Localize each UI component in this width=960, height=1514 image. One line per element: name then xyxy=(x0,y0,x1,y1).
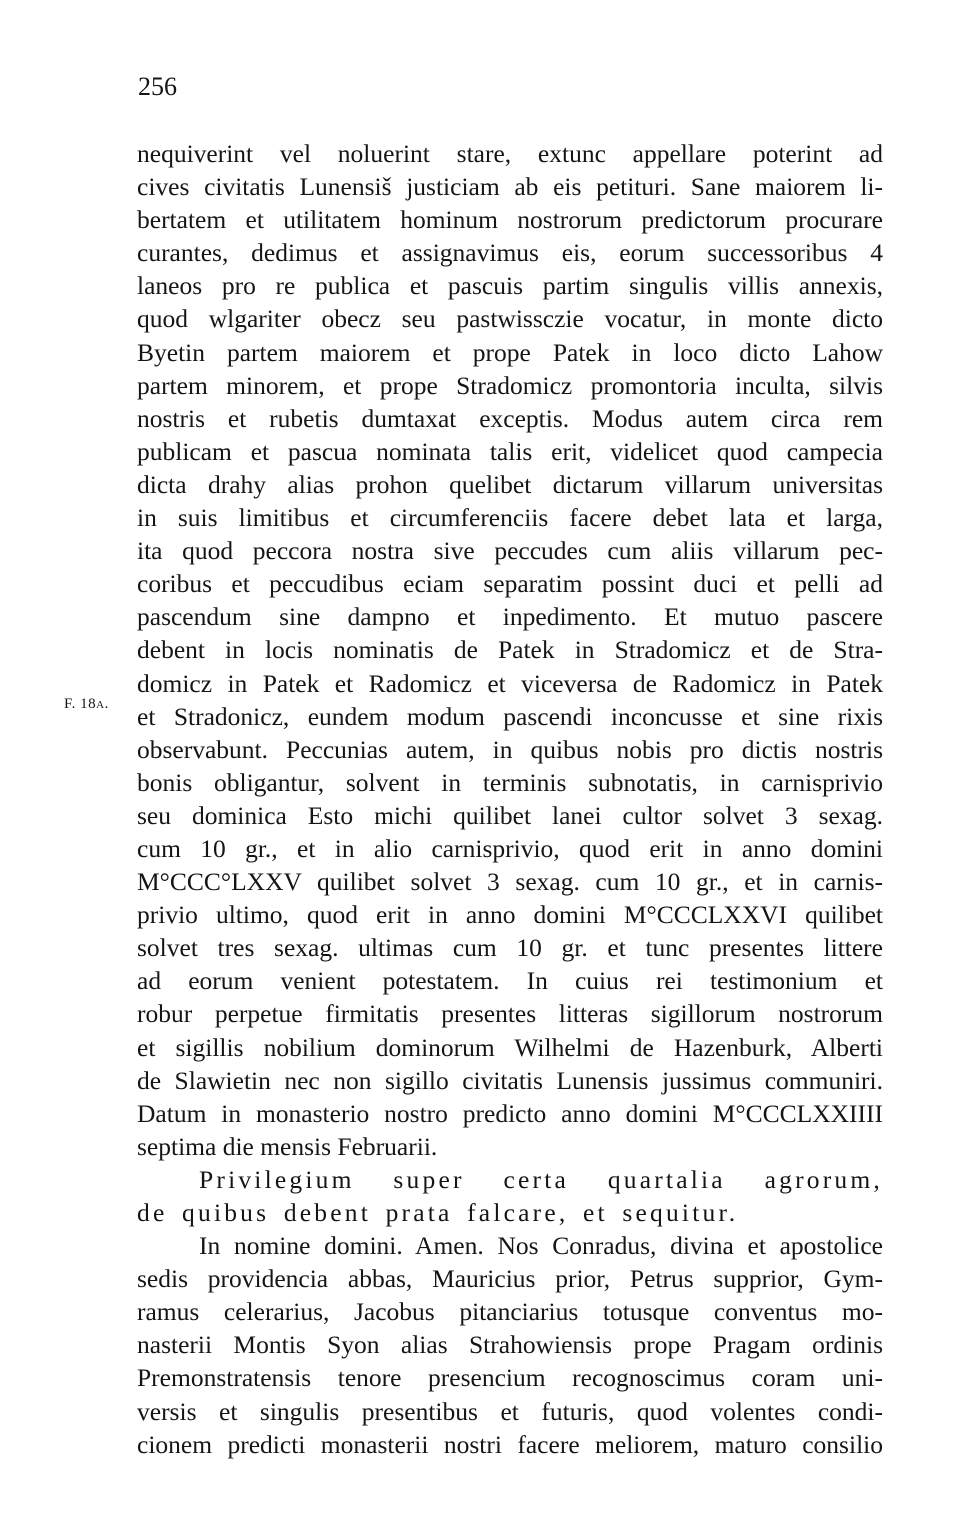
text-line: bonis obligantur, solvent in terminis subnotatis, in carnisprivio xyxy=(137,767,883,797)
text-line: ita quod peccora nostra sive peccudes cum aliis villarum pec- xyxy=(137,536,883,566)
text-line: de Slawietin nec non sigillo civitatis Lunensis jussimus communiri. xyxy=(137,1065,883,1095)
section-heading-line: de quibus debent prata falcare, et sequitur. xyxy=(137,1198,739,1227)
text-line: in suis limitibus et circumferenciis facere debet lata et larga, xyxy=(137,503,883,533)
text-line: laneos pro re publica et pascuis partim singulis villis annexis, xyxy=(137,271,883,301)
text-line: pascendum sine dampno et inpedimento. Et mutuo pascere xyxy=(137,602,883,632)
text-line: partem minorem, et prope Stradomicz promontoria inculta, silvis xyxy=(137,370,883,400)
text-line: domicz in Patek et Radomicz et viceversa de Radomicz in Patek xyxy=(137,668,883,698)
text-line: M°CCC°LXXV quilibet solvet 3 sexag. cum 10 gr., et in carnis- xyxy=(137,867,883,897)
text-line: debent in locis nominatis de Patek in Stradomicz et de Stra- xyxy=(137,635,883,665)
text-line: quod wlgariter obecz seu pastwissczie vocatur, in monte dicto xyxy=(137,304,883,334)
text-line: Datum in monasterio nostro predicto anno domini M°CCCLXXIIII xyxy=(137,1098,883,1128)
page-number: 256 xyxy=(138,72,177,101)
text-line: seu dominica Esto michi quilibet lanei cultor solvet 3 sexag. xyxy=(137,800,883,830)
text-line: Byetin partem maiorem et prope Patek in loco dicto Lahow xyxy=(137,337,883,367)
text-line: observabunt. Peccunias autem, in quibus nobis pro dictis nostris xyxy=(137,734,883,764)
text-line: cum 10 gr., et in alio carnisprivio, quod erit in anno domini xyxy=(137,833,883,863)
text-line: bertatem et utilitatem hominum nostrorum predictorum procurare xyxy=(137,205,883,235)
text-line: ramus celerarius, Jacobus pitanciarius totusque conventus mo- xyxy=(137,1297,883,1327)
body-text xyxy=(137,137,883,1461)
text-line: nequiverint vel noluerint stare, extunc appellare poterint ad xyxy=(137,139,883,168)
text-line: publicam et pascua nominata talis erit, videlicet quod campecia xyxy=(137,436,883,466)
text-line: curantes, dedimus et assignavimus eis, eorum successoribus 4 xyxy=(137,238,883,268)
text-line: cives civitatis Lunensiš justiciam ab eis petituri. Sane maiorem li- xyxy=(137,172,883,202)
folio-margin-note: F. 18a. xyxy=(64,696,109,712)
text-line: et sigillis nobilium dominorum Wilhelmi de Hazenburk, Alberti xyxy=(137,1032,883,1062)
text-line: dicta drahy alias prohon quelibet dictarum villarum universitas xyxy=(137,469,883,499)
text-line: In nomine domini. Amen. Nos Conradus, divina et apostolice xyxy=(199,1231,883,1261)
section-heading-line: Privilegium super certa quartalia agrorum, xyxy=(199,1164,883,1194)
text-line: et Stradonicz, eundem modum pascendi inconcusse et sine rixis xyxy=(137,701,883,731)
text-line: robur perpetue firmitatis presentes litteras sigillorum nostrorum xyxy=(137,999,883,1029)
text-line: sedis providencia abbas, Mauricius prior, Petrus supprior, Gym- xyxy=(137,1264,883,1294)
text-line: coribus et peccudibus eciam separatim possint duci et pelli ad xyxy=(137,569,883,599)
text-line: versis et singulis presentibus et futuris, quod volentes condi- xyxy=(137,1396,883,1426)
text-line: nostris et rubetis dumtaxat exceptis. Modus autem circa rem xyxy=(137,403,883,433)
text-line: solvet tres sexag. ultimas cum 10 gr. et tunc presentes littere xyxy=(137,933,883,963)
text-line: ad eorum venient potestatem. In cuius rei testimonium et xyxy=(137,966,883,996)
text-line: privio ultimo, quod erit in anno domini M°CCCLXXVI quilibet xyxy=(137,900,883,930)
text-line: cionem predicti monasterii nostri facere meliorem, maturo consilio xyxy=(137,1429,883,1459)
text-line: nasterii Montis Syon alias Strahowiensis prope Pragam ordinis xyxy=(137,1330,883,1360)
text-line: septima die mensis Februarii. xyxy=(137,1131,438,1161)
text-line: Premonstratensis tenore presencium recognoscimus coram uni- xyxy=(137,1363,883,1393)
